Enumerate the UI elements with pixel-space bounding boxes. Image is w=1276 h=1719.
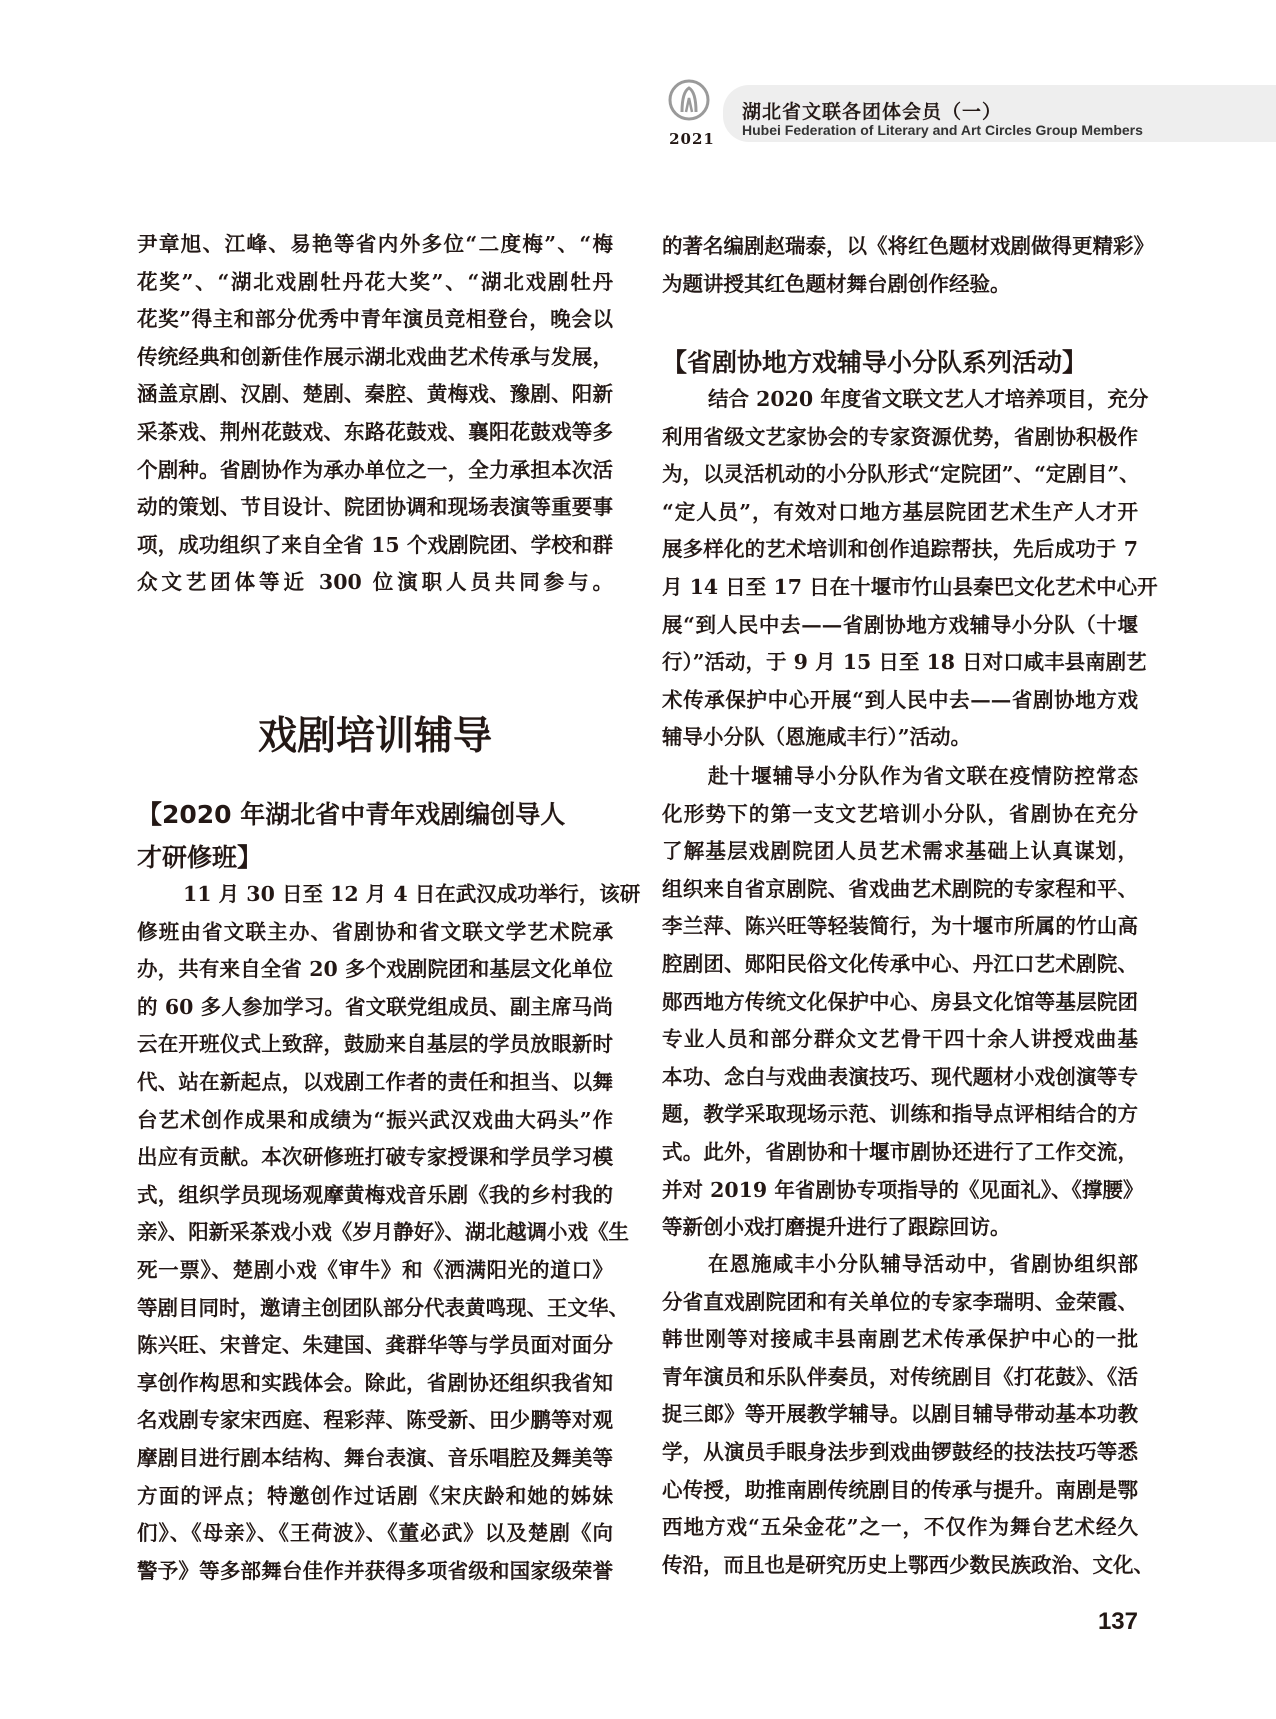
text-line: 出应有贡献。本次研修班打破专家授课和学员学习模	[137, 1145, 613, 1170]
text-line: 警予》等多部舞台佳作并获得多项省级和国家级荣誉	[137, 1558, 613, 1583]
text-line: 并对 2019 年省剧协专项指导的《见面礼》、《撑腰》	[662, 1177, 1144, 1202]
running-header-subtitle: Hubei Federation of Literary and Art Circles Group Members	[742, 122, 1143, 138]
right-paragraph-3	[662, 1246, 1154, 1584]
text-line: 在恩施咸丰小分队辅导活动中，省剧协组织部	[708, 1252, 1138, 1276]
text-line: 云在开班仪式上致辞，鼓励来自基层的学员放眼新时	[137, 1032, 613, 1057]
text-line: 等新创小戏打磨提升进行了跟踪回访。	[662, 1215, 1011, 1240]
text-line: 本功、念白与戏曲表演技巧、现代题材小戏创演等专	[662, 1064, 1138, 1089]
text-line: “定人员”，有效对口地方基层院团艺术生产人才开	[662, 499, 1138, 524]
text-line: 为题讲授其红色题材舞台剧创作经验。	[662, 271, 1011, 296]
text-line: 月 14 日至 17 日在十堰市竹山县秦巴文化艺术中心开	[662, 574, 1158, 599]
left-paragraph-1	[137, 226, 613, 602]
text-line: 传沿，而且也是研究历史上鄂西少数民族政治、文化、	[662, 1552, 1154, 1577]
text-line: 的著名编剧赵瑞泰，以《将红色题材戏剧做得更精彩》	[662, 234, 1154, 258]
text-line: 化形势下的第一支文艺培训小分队，省剧协在充分	[662, 801, 1138, 826]
text-line: 西地方戏“五朵金花”之一，不仅作为舞台艺术经久	[662, 1515, 1138, 1540]
subheading-line: 【2020 年湖北省中青年戏剧编创导人	[137, 800, 566, 829]
text-line: 展多样化的艺术培训和创作追踪帮扶，先后成功于 7	[662, 537, 1138, 562]
text-line: 分省直戏剧院团和有关单位的专家李瑞明、金荣霞、	[662, 1289, 1138, 1314]
text-line: 11 月 30 日至 12 月 4 日在武汉成功举行，该研	[183, 882, 641, 906]
text-line: 式，组织学员现场观摩黄梅戏音乐剧《我的乡村我的	[137, 1182, 613, 1207]
emblem-icon	[668, 78, 710, 122]
text-line: 的 60 多人参加学习。省文联党组成员、副主席马尚	[137, 994, 613, 1019]
left-subheading	[137, 793, 613, 879]
text-line: 赴十堰辅导小分队作为省文联在疫情防控常态	[708, 764, 1138, 788]
year-label: 2021	[669, 130, 715, 148]
text-line: 学，从演员手眼身法步到戏曲锣鼓经的技法技巧等悉	[662, 1439, 1138, 1464]
text-line: 式。此外，省剧协和十堰市剧协还进行了工作交流，	[662, 1139, 1138, 1164]
right-subheading	[662, 341, 1138, 384]
text-line: 办，共有来自全省 20 多个戏剧院团和基层文化单位	[137, 957, 613, 982]
text-line: 个剧种。省剧协作为承办单位之一，全力承担本次活	[137, 457, 613, 482]
text-line: 韩世刚等对接咸丰县南剧艺术传承保护中心的一批	[662, 1327, 1138, 1352]
right-paragraph-2	[662, 758, 1144, 1247]
left-paragraph-2	[137, 876, 641, 1590]
text-line: 动的策划、节目设计、院团协调和现场表演等重要事	[137, 495, 613, 520]
text-line: 方面的评点；特邀创作过话剧《宋庆龄和她的姊妹	[137, 1483, 613, 1508]
page-number: 137	[1097, 1608, 1138, 1635]
text-line: 众文艺团体等近 300 位演职人员共同参与。	[137, 570, 613, 595]
text-line: 腔剧团、郧阳民俗文化传承中心、丹江口艺术剧院、	[662, 951, 1138, 976]
text-line: 了解基层戏剧院团人员艺术需求基础上认真谋划，	[662, 839, 1138, 864]
text-line: 尹章旭、江峰、易艳等省内外多位“二度梅”、“梅	[137, 232, 613, 256]
text-line: 郧西地方传统文化保护中心、房县文化馆等基层院团	[662, 989, 1138, 1014]
text-line: 名戏剧专家宋西庭、程彩萍、陈受新、田少鹏等对观	[137, 1408, 613, 1433]
text-line: 术传承保护中心开展“到人民中去——省剧协地方戏	[662, 687, 1138, 712]
text-line: 们》、《母亲》、《王荷波》、《董必武》以及楚剧《向	[137, 1521, 613, 1546]
text-line: 组织来自省京剧院、省戏曲艺术剧院的专家程和平、	[662, 876, 1138, 901]
text-line: 展“到人民中去——省剧协地方戏辅导小分队（十堰	[662, 612, 1138, 637]
text-line: 专业人员和部分群众文艺骨干四十余人讲授戏曲基	[662, 1027, 1138, 1052]
text-line: 摩剧目进行剧本结构、舞台表演、音乐唱腔及舞美等	[137, 1445, 613, 1470]
text-line: 代、站在新起点，以戏剧工作者的责任和担当、以舞	[137, 1069, 613, 1094]
text-line: 青年演员和乐队伴奏员，对传统剧目《打花鼓》、《活	[662, 1364, 1138, 1389]
text-line: 为，以灵活机动的小分队形式“定院团”、“定剧目”、	[662, 462, 1140, 487]
text-line: 传统经典和创新佳作展示湖北戏曲艺术传承与发展，	[137, 344, 613, 369]
text-line: 台艺术创作成果和成绩为“振兴武汉戏曲大码头”作	[137, 1107, 613, 1132]
text-line: 题，教学采取现场示范、训练和指导点评相结合的方	[662, 1102, 1138, 1127]
text-line: 陈兴旺、宋普定、朱建国、龚群华等与学员面对面分	[137, 1333, 613, 1358]
text-line: 李兰萍、陈兴旺等轻装简行，为十堰市所属的竹山高	[662, 914, 1138, 939]
text-line: 享创作构思和实践体会。除此，省剧协还组织我省知	[137, 1370, 613, 1395]
text-line: 修班由省文联主办、省剧协和省文联文学艺术院承	[137, 919, 613, 944]
text-line: 心传授，助推南剧传统剧目的传承与提升。南剧是鄂	[662, 1477, 1138, 1502]
text-line: 利用省级文艺家协会的专家资源优势，省剧协积极作	[662, 424, 1138, 449]
text-line: 行）”活动，于 9 月 15 日至 18 日对口咸丰县南剧艺	[662, 650, 1147, 675]
text-line: 等剧目同时，邀请主创团队部分代表黄鸣现、王文华、	[137, 1295, 629, 1320]
section-title: 戏剧培训辅导	[257, 714, 492, 759]
right-paragraph-0	[662, 228, 1154, 303]
text-line: 花奖”、“湖北戏剧牡丹花大奖”、“湖北戏剧牡丹	[137, 269, 613, 294]
text-line: 结合 2020 年度省文联文艺人才培养项目，充分	[708, 387, 1149, 411]
text-line: 花奖”得主和部分优秀中青年演员竞相登台，晚会以	[137, 307, 613, 332]
text-line: 亲》、阳新采茶戏小戏《岁月静好》、湖北越调小戏《生	[137, 1220, 629, 1245]
subheading-line: 才研修班】	[137, 843, 263, 872]
text-line: 项，成功组织了来自全省 15 个戏剧院团、学校和群	[137, 532, 613, 557]
text-line: 死一票》、楚剧小戏《审牛》和《洒满阳光的道口》	[137, 1257, 613, 1282]
subheading-line: 【省剧协地方戏辅导小分队系列活动】	[662, 348, 1088, 377]
text-line: 涵盖京剧、汉剧、楚剧、秦腔、黄梅戏、豫剧、阳新	[137, 382, 613, 407]
text-line: 辅导小分队（恩施咸丰行）”活动。	[662, 725, 972, 750]
right-paragraph-1	[662, 381, 1158, 757]
text-line: 采茶戏、荆州花鼓戏、东路花鼓戏、襄阳花鼓戏等多	[137, 419, 613, 444]
text-line: 捉三郎》等开展教学辅导。以剧目辅导带动基本功教	[662, 1402, 1138, 1427]
running-header-title: 湖北省文联各团体会员（一）	[742, 101, 1003, 123]
